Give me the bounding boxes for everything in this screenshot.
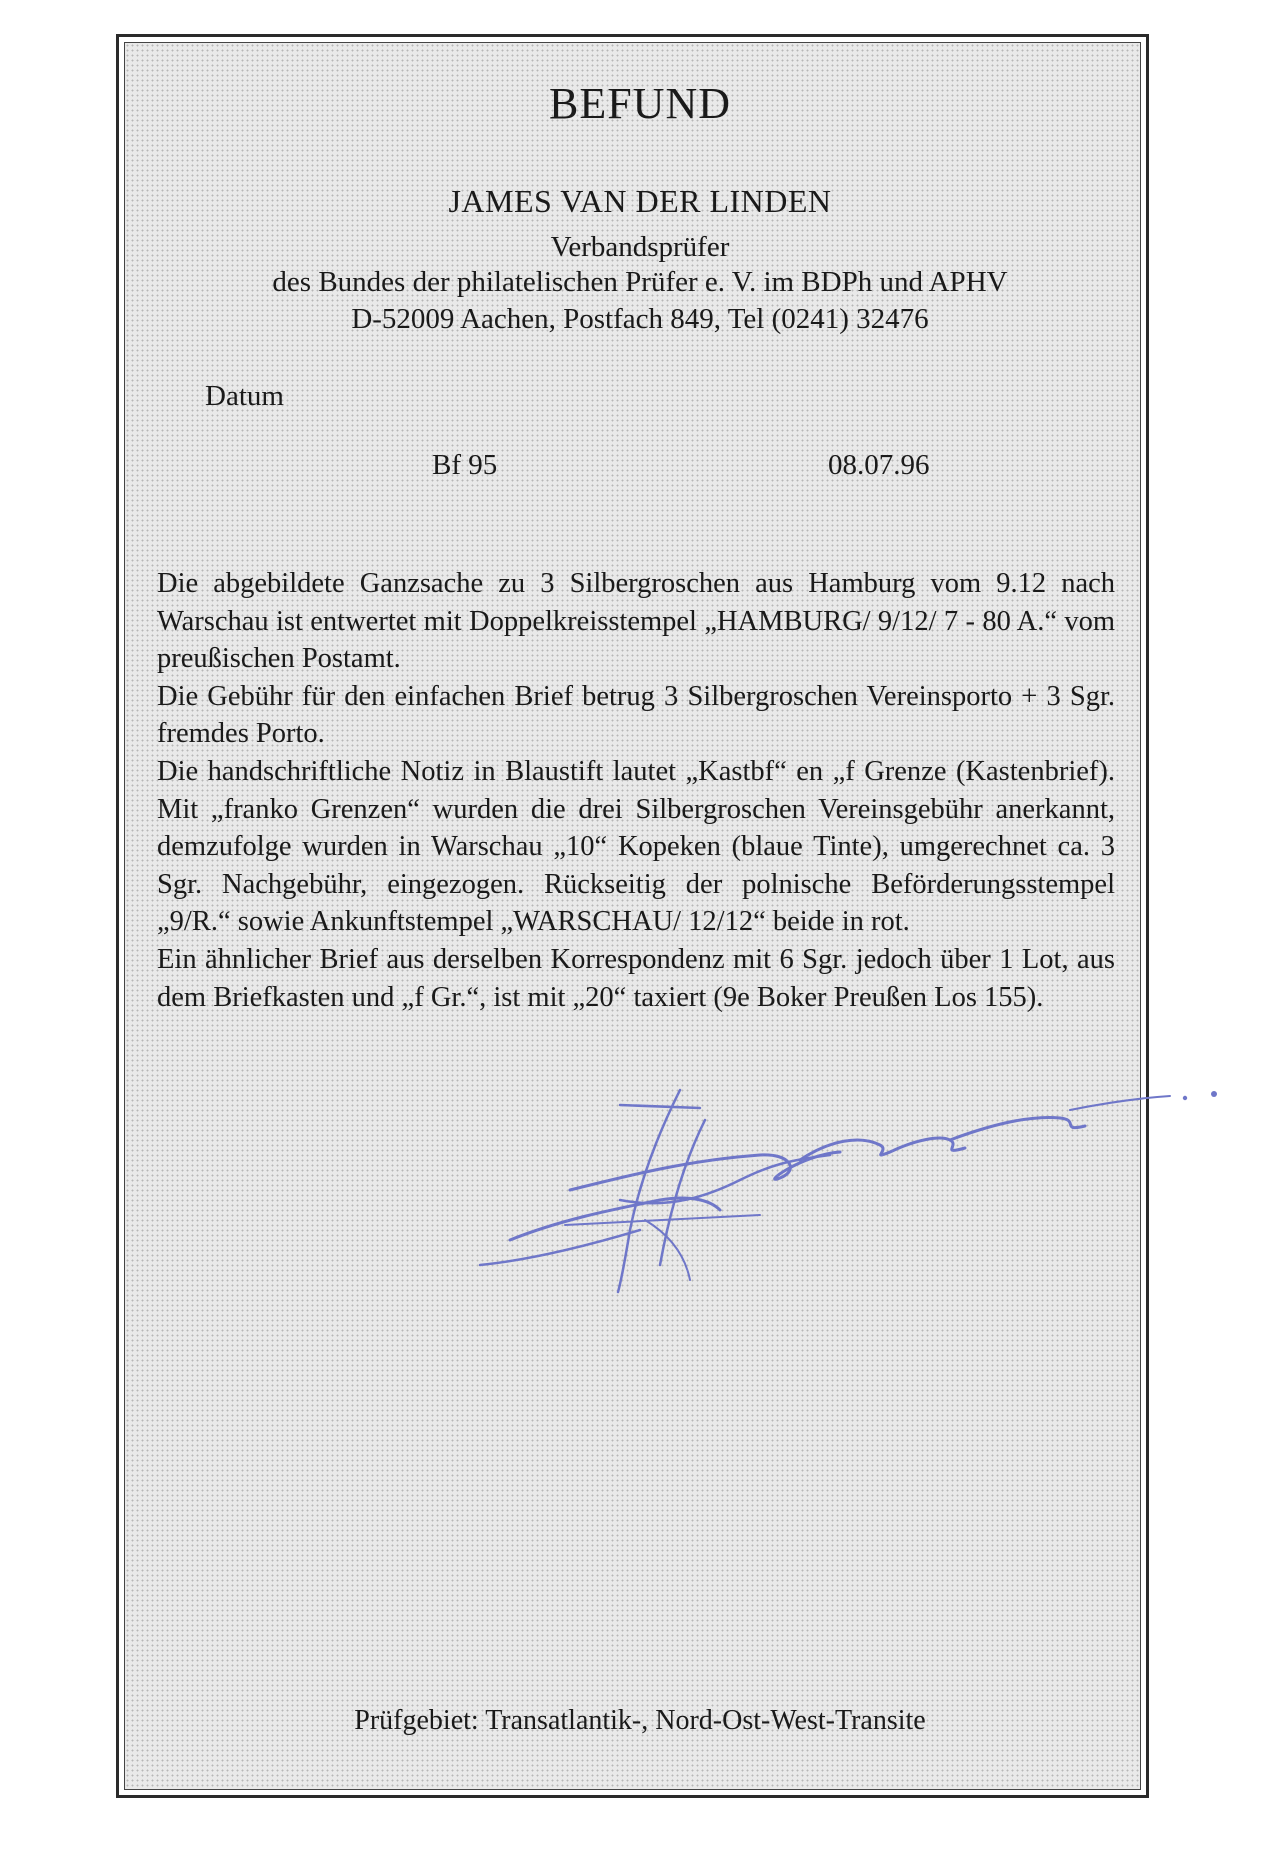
- examiner-association: des Bundes der philatelischen Prüfer e. V. im BDPh und APHV: [272, 266, 1008, 298]
- reference-number: Bf 95: [432, 449, 498, 481]
- paragraph-postage-fee: Die Gebühr für den einfachen Brief betrug 3 Silbergroschen Vereinsporto + 3 Sgr. fremdes Porto.: [157, 680, 1115, 750]
- paragraph-cancellation: Die abgebildete Ganzsache zu 3 Silbergroschen aus Hamburg vom 9.12 nach Warschau ist entwertet mit Doppelkreisstempel „HAMBURG/ 9/12/ 7 - 80 A.“ vom preußischen Postamt.: [157, 568, 1115, 675]
- datum-label: Datum: [205, 380, 284, 412]
- examiner-name: JAMES VAN DER LINDEN: [448, 183, 832, 219]
- paragraph-similar-letter: Ein ähnlicher Brief aus derselben Korrespondenz mit 6 Sgr. jedoch über 1 Lot, aus dem Briefkasten und „f Gr.“, ist mit „20“ taxiert (9e Boker Preußen Los 155).: [157, 943, 1115, 1013]
- certificate-body: [157, 565, 1115, 1016]
- examiner-address: D-52009 Aachen, Postfach 849, Tel (0241) 32476: [351, 303, 929, 335]
- examiner-role: Verbandsprüfer: [550, 231, 730, 263]
- paragraph-handwritten-note: Die handschriftliche Notiz in Blaustift lautet „Kastbf“ en „f Grenze (Kastenbrief).: [157, 755, 1115, 787]
- examiner-signature: [470, 1060, 1250, 1300]
- examination-area: Prüfgebiet: Transatlantik-, Nord-Ost-West-Transite: [354, 1705, 926, 1736]
- paragraph-franko-grenzen: Mit „franko Grenzen“ wurden die drei Silbergroschen Vereinsgebühr anerkannt, demzufolge wurden in Warschau „10“ Kopeken (blaue Tinte), umgerechnet ca. 3 Sgr. Nachgebühr, eingezogen. Rückseitig der polnische Beförderungsstempel „9/R.“ sowie Ankunftstempel „WARSCHAU/ 12/12“ beide in rot.: [157, 793, 1115, 938]
- document-title: BEFUND: [548, 79, 732, 128]
- certificate-date: 08.07.96: [828, 449, 930, 481]
